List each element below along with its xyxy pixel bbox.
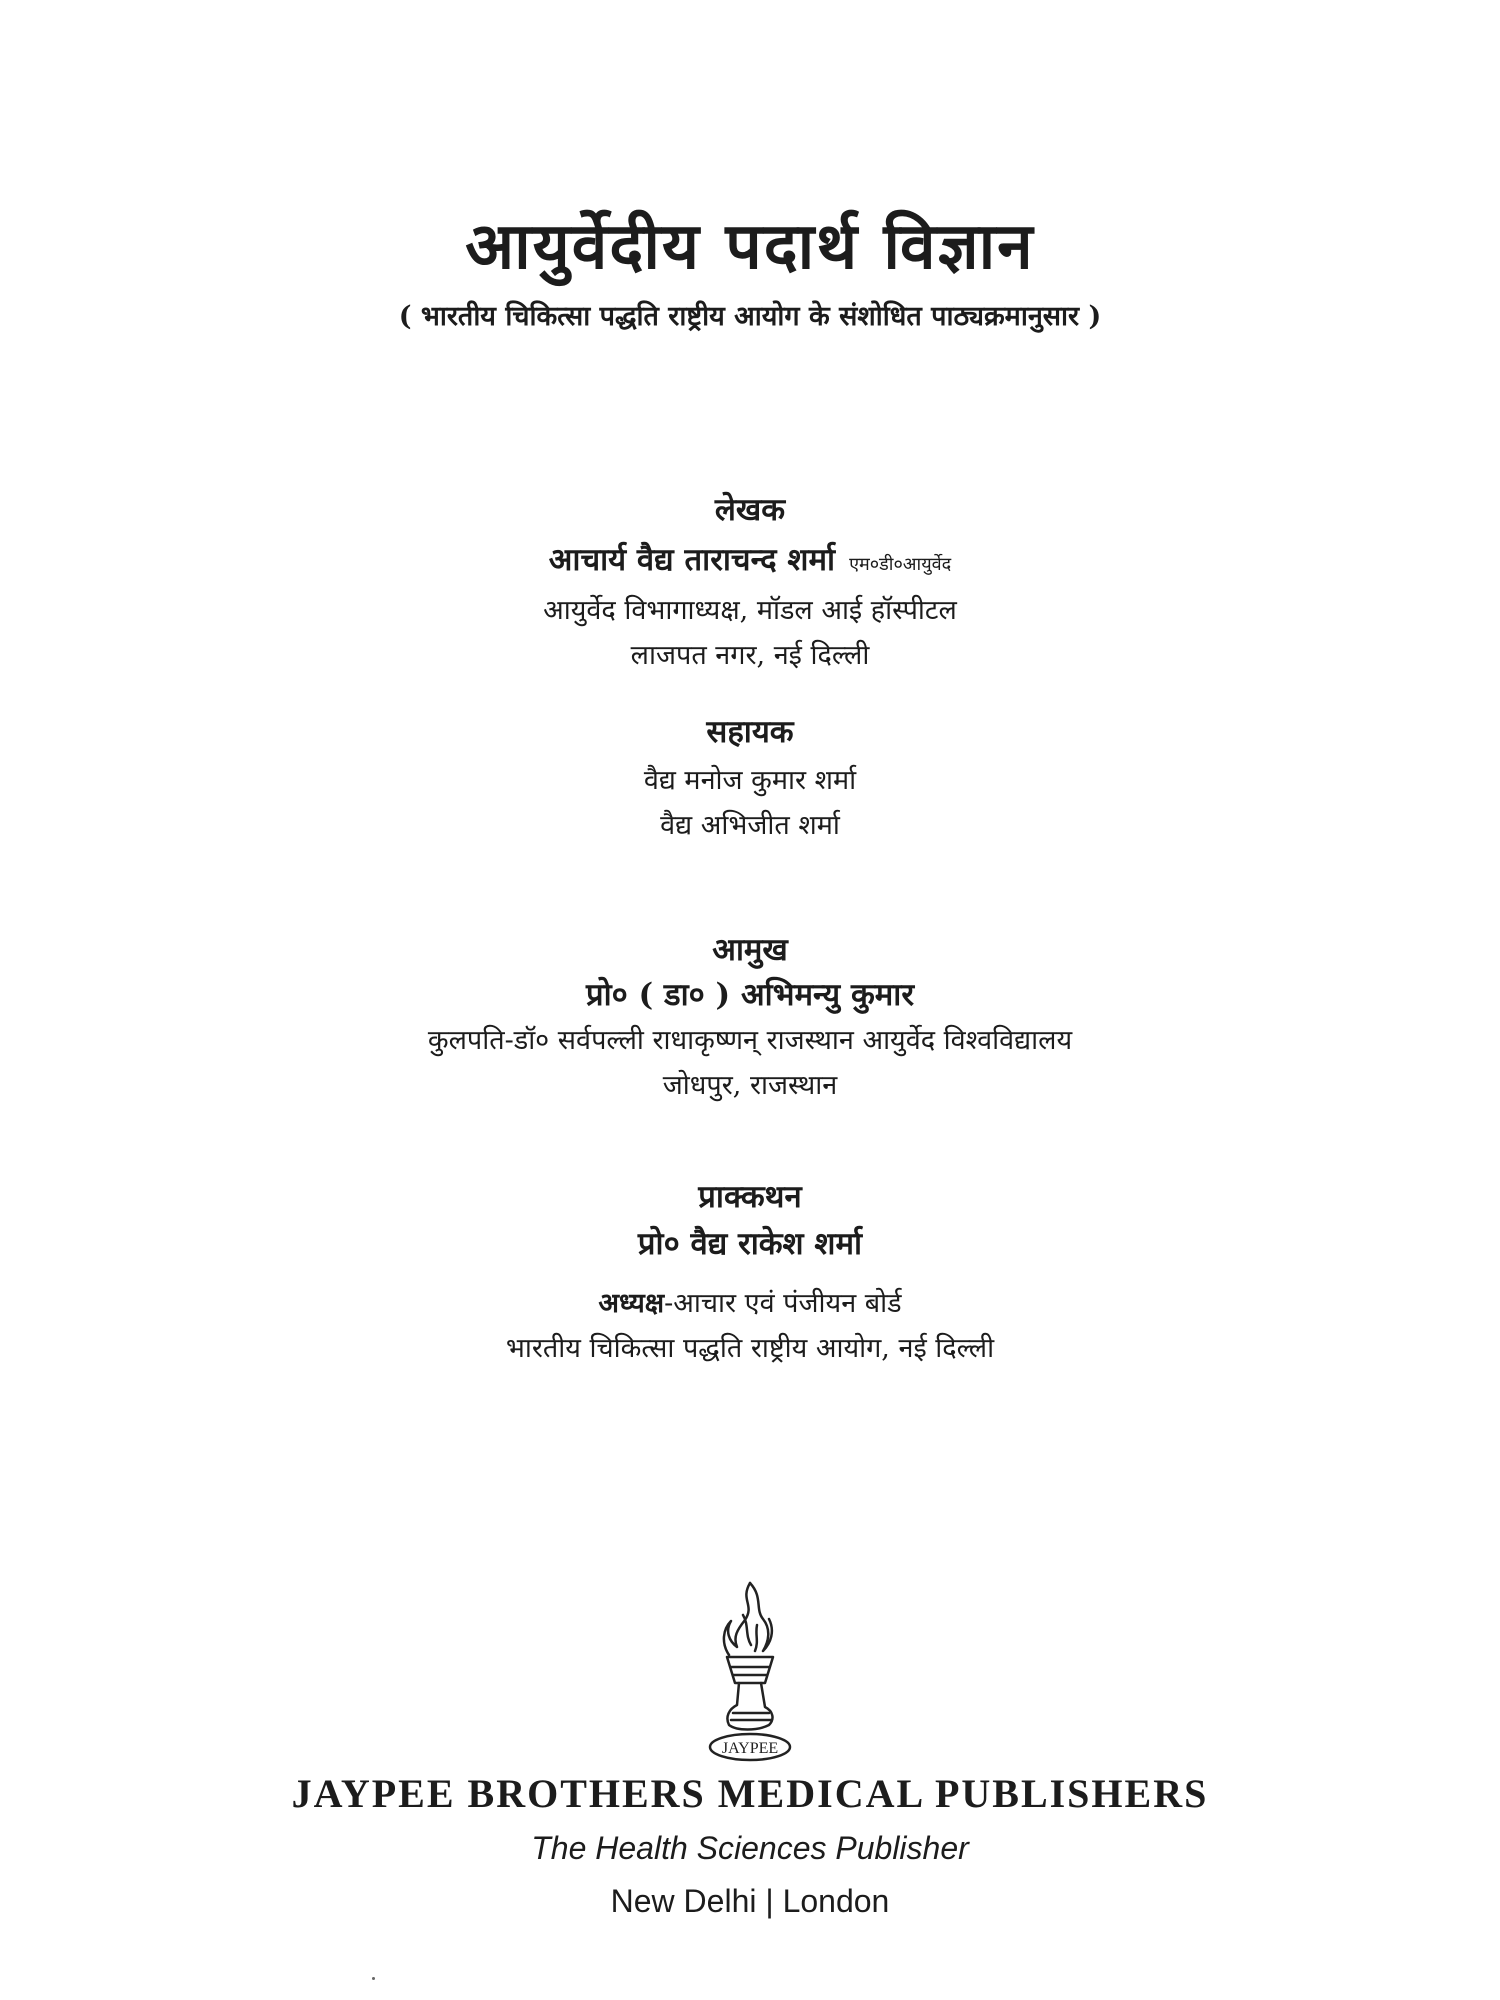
- author-designation: आयुर्वेद विभागाध्यक्ष, मॉडल आई हॉस्पीटल: [543, 595, 957, 626]
- book-title: आयुर्वेदीय पदार्थ विज्ञान: [465, 209, 1035, 284]
- ink-speck: [372, 1977, 375, 1980]
- author-degree: एम०डी०आयुर्वेद: [849, 554, 952, 575]
- preface-name: प्रो० वैद्य राकेश शर्मा: [637, 1226, 863, 1262]
- assistants-label: सहायक: [706, 714, 794, 750]
- author-name: आचार्य वैद्य ताराचन्द शर्मा: [548, 542, 836, 578]
- preface-location: भारतीय चिकित्सा पद्धति राष्ट्रीय आयोग, नई दिल्ली: [505, 1333, 995, 1364]
- author-line: [0, 538, 1500, 580]
- publisher-locations: New Delhi | London: [610, 1883, 890, 1919]
- preface-designation: [0, 1283, 1500, 1320]
- publisher-tagline: The Health Sciences Publisher: [531, 1830, 969, 1866]
- foreword-name: प्रो० ( डा० ) अभिमन्यु कुमार: [585, 977, 915, 1013]
- preface-role-board: -आचार एवं पंजीयन बोर्ड: [664, 1288, 902, 1319]
- foreword-designation: कुलपति-डॉ० सर्वपल्ली राधाकृष्णन् राजस्थान आयुर्वेद विश्वविद्यालय: [427, 1025, 1073, 1056]
- book-subtitle: ( भारतीय चिकित्सा पद्धति राष्ट्रीय आयोग के संशोधित पाठ्यक्रमानुसार ): [398, 301, 1102, 332]
- logo-text: JAYPEE: [721, 1740, 779, 1757]
- preface-role-title: अध्यक्ष: [598, 1288, 665, 1319]
- foreword-location: जोधपुर, राजस्थान: [662, 1070, 838, 1101]
- foreword-label: आमुख: [712, 932, 788, 968]
- assistant-name-2: वैद्य अभिजीत शर्मा: [660, 810, 840, 841]
- author-label: लेखक: [714, 492, 786, 528]
- publisher-name: JAYPEE BROTHERS MEDICAL PUBLISHERS: [291, 1771, 1209, 1816]
- torch-hand-icon: [685, 1575, 815, 1765]
- author-location: लाजपत नगर, नई दिल्ली: [630, 640, 870, 671]
- assistant-name-1: वैद्य मनोज कुमार शर्मा: [643, 765, 857, 796]
- preface-label: प्राक्कथन: [698, 1179, 802, 1215]
